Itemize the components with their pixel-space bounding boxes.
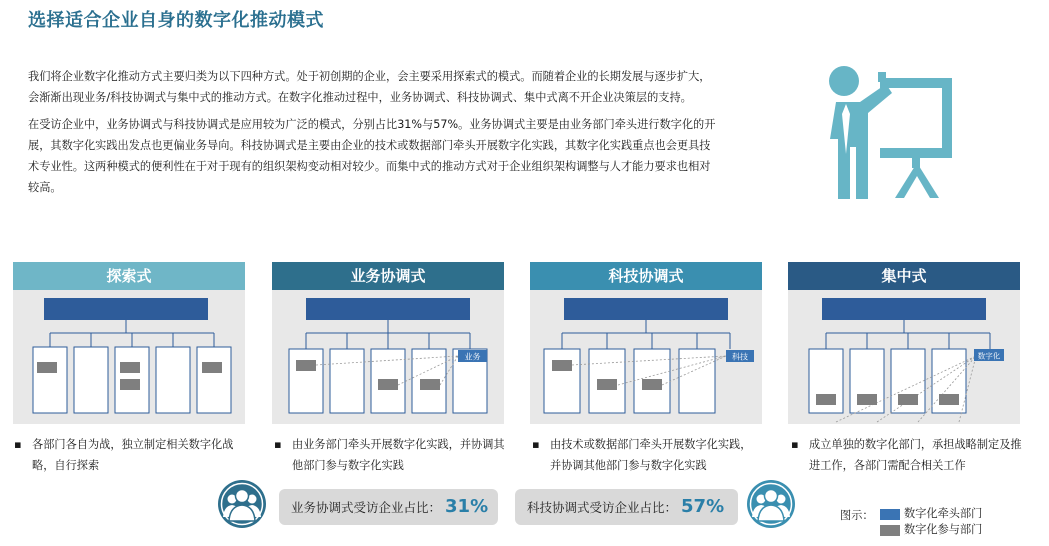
card-title-exploratory: 探索式 xyxy=(13,262,245,290)
bullet-marker: ▪ xyxy=(14,438,22,451)
dept-box xyxy=(33,347,67,413)
org-diagram-centralized xyxy=(788,290,1020,424)
org-diagram-tech xyxy=(530,290,762,424)
lead-dept-tag: 数字化 xyxy=(977,351,1001,361)
org-top-bar xyxy=(44,298,208,320)
card-exploratory xyxy=(13,262,245,424)
lead-dept-tag: 科技 xyxy=(732,352,748,362)
dept-box xyxy=(156,347,190,413)
dept-box xyxy=(197,347,231,413)
card-desc-tech: ▪ 由技术或数据部门牵头开展数字化实践，并协调其他部门参与数字化实践 xyxy=(532,434,758,476)
legend-swatch xyxy=(880,525,900,536)
stat-value: 57% xyxy=(681,496,725,517)
presenter-board-icon xyxy=(826,64,958,204)
people-group-icon xyxy=(217,479,267,529)
bullet-marker: ▪ xyxy=(791,438,799,451)
card-desc-business: ▪ 由业务部门牵头开展数字化实践，并协调其他部门参与数字化实践 xyxy=(274,434,512,476)
card-centralized xyxy=(788,262,1020,424)
intro-paragraph-1: 我们将企业数字化推动方式主要归类为以下四种方式。处于初创期的企业，会主要采用探索式的模式。而随着企业的长期发展与逐步扩大，会渐渐出现业务/科技协调式与集中式的推动方式。在数字化推动过程中，业务协调式、科技协调式、集中式离不开企业决策层的支持。 xyxy=(28,70,711,104)
card-title-business: 业务协调式 xyxy=(272,262,504,290)
card-desc-centralized: ▪ 成立单独的数字化部门，承担战略制定及推进工作，各部门需配合相关工作 xyxy=(791,434,1027,476)
stat-tech-share xyxy=(515,489,738,525)
lead-dept-tag: 业务 xyxy=(464,352,481,362)
card-title-centralized: 集中式 xyxy=(788,262,1020,290)
card-business-coordinated xyxy=(272,262,504,424)
intro-paragraph-2: 在受访企业中，业务协调式与科技协调式是应用较为广泛的模式，分别占比31%与57%。业务协调式主要是由业务部门牵头进行数字化的开展，其数字化实践出发点也更偏业务导向。科技协调式是主要由企业的技术或数据部门牵头开展数字化实践，其数字化实践重点也会更具技术专业性。这两种模式的便利性在于对于现有的组织架构变动相对较少。而集中式的推动方式对于企业组织架构调整与人才能力要求也相对较高。 xyxy=(28,118,716,194)
legend-swatch xyxy=(880,509,900,520)
card-title-tech: 科技协调式 xyxy=(530,262,762,290)
bullet-marker: ▪ xyxy=(532,438,540,451)
org-diagram-exploratory xyxy=(13,290,245,424)
card-desc-exploratory: ▪ 各部门各自为战，独立制定相关数字化战略，自行探索 xyxy=(14,434,240,476)
stat-label: 业务协调式受访企业占比： xyxy=(291,500,442,515)
page-title: 选择适合企业自身的数字化推动模式 xyxy=(28,10,324,31)
stat-business-share xyxy=(279,489,498,525)
bullet-marker: ▪ xyxy=(274,438,282,451)
dept-box xyxy=(74,347,108,413)
intro-text xyxy=(28,66,718,204)
stat-label: 科技协调式受访企业占比： xyxy=(527,500,678,515)
legend-item-lead: 数字化牵头部门 xyxy=(880,505,982,521)
org-diagram-business xyxy=(272,290,504,424)
people-group-icon xyxy=(746,479,796,529)
legend-label: 图示： xyxy=(840,509,874,522)
legend-item-participant: 数字化参与部门 xyxy=(880,521,982,537)
card-tech-coordinated xyxy=(530,262,762,424)
stat-value: 31% xyxy=(445,496,489,517)
